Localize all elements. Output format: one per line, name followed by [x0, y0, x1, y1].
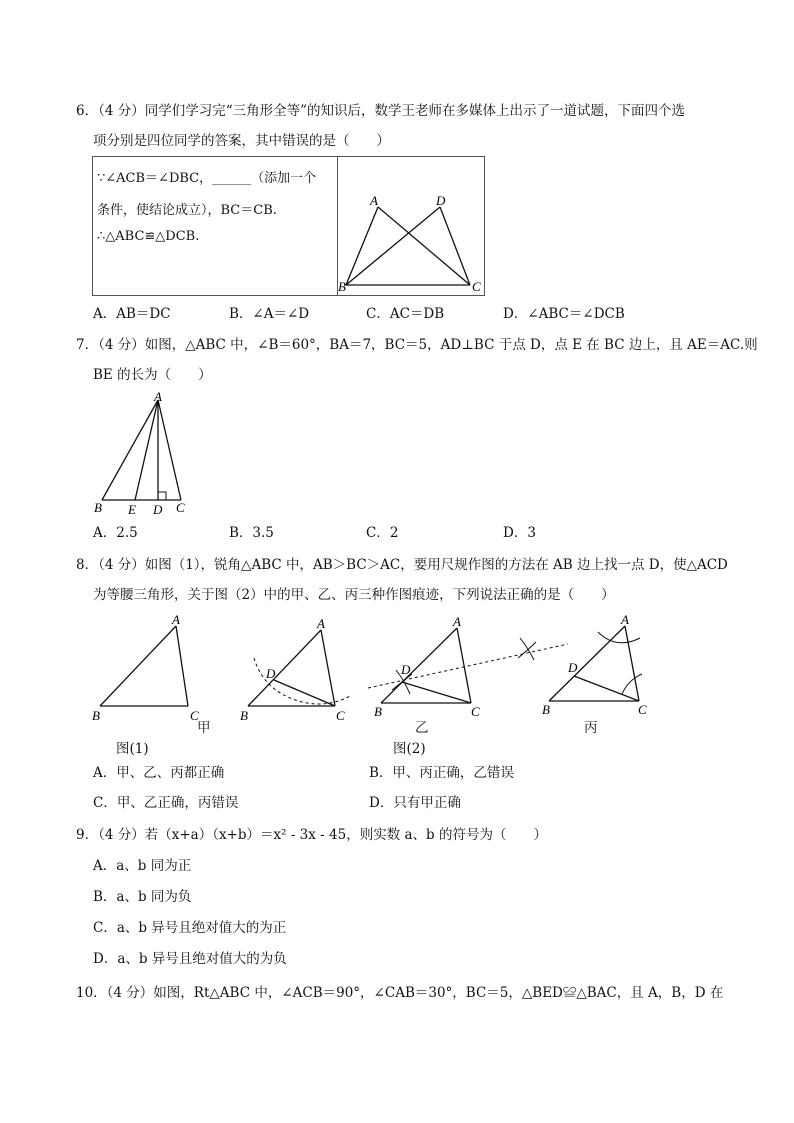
q7-option-a: A．2.5	[93, 525, 138, 541]
q8-caption-2: 图(2)	[393, 741, 426, 757]
q7-option-c: C．2	[366, 525, 399, 541]
q6-option-c: C．AC＝DB	[366, 306, 445, 322]
q8-option-d: D．只有甲正确	[369, 795, 461, 811]
q8-name-yi: 乙	[415, 720, 429, 736]
q8-option-a: A．甲、乙、丙都正确	[93, 765, 225, 781]
q8-f3-label-b: B	[374, 704, 382, 719]
q7-label-b: B	[94, 500, 102, 515]
q6-label-d: D	[436, 193, 446, 208]
q6-option-a: A．AB＝DC	[93, 306, 171, 322]
q6-box-line2: 条件，使结论成立），BC＝CB.	[97, 203, 277, 218]
q8-caption-1: 图(1)	[116, 741, 149, 757]
q7-stem-line1: 7．（4 分）如图，△ABC 中，∠B＝60°，BA＝7，BC＝5，AD⊥BC 于点 D，点 E 在 BC 边上，且 AE＝AC.则	[76, 337, 758, 353]
q6-stem-line1: 6．（4 分）同学们学习完“三角形全等”的知识后，数学王老师在多媒体上出示了一道试题，下面四个选	[76, 103, 686, 119]
q8-stem-line1: 8．（4 分）如图（1），锐角△ABC 中，AB＞BC＞AC，要用尺规作图的方法在 AB 边上找一点 D，使△ACD	[76, 557, 728, 573]
q6-problem-box	[92, 156, 485, 296]
q8-stem-line2: 为等腰三角形，关于图（2）中的甲、乙、丙三种作图痕迹，下列说法正确的是（ ）	[93, 587, 615, 603]
q6-option-d: D．∠ABC＝∠DCB	[503, 306, 625, 322]
q6-figure	[338, 157, 484, 295]
q9-option-a: A．a、b 同为正	[93, 858, 192, 874]
q9-option-d: D．a、b 异号且绝对值大的为负	[93, 951, 287, 967]
q6-box-line3: ∴△ABC≌△DCB.	[97, 229, 200, 244]
q7-label-a: A	[154, 389, 162, 404]
q8-name-jia: 甲	[197, 720, 211, 736]
q8-f2-label-a: A	[317, 616, 325, 631]
q8-figure-1	[92, 612, 199, 723]
q6-label-a: A	[370, 193, 378, 208]
q6-option-b: B．∠A＝∠D	[229, 306, 310, 322]
q8-f3-label-d: D	[401, 662, 411, 677]
q7-stem-line2: BE 的长为（ ）	[93, 367, 212, 383]
q8-option-c: C．甲、乙正确，丙错误	[93, 795, 239, 811]
q8-f4-label-d: D	[568, 660, 578, 675]
q9-option-b: B．a、b 同为负	[93, 889, 192, 905]
q8-f4-label-b: B	[542, 702, 550, 717]
q8-f3-label-a: A	[453, 614, 461, 629]
q9-option-c: C．a、b 异号且绝对值大的为正	[93, 920, 287, 936]
q8-figure-yi	[368, 614, 568, 719]
q8-f2-label-c: C	[336, 708, 345, 723]
q6-label-c: C	[472, 279, 481, 294]
q8-f4-label-c: C	[638, 702, 647, 717]
q7-label-c: C	[176, 500, 185, 515]
q7-label-e: E	[128, 502, 136, 516]
q6-box-line1b: （添加一个	[251, 171, 317, 186]
q8-name-bing: 丙	[584, 720, 598, 736]
q8-f2-label-d: D	[266, 666, 276, 681]
q8-option-b: B．甲、丙正确，乙错误	[369, 765, 514, 781]
q8-figure-bing	[542, 612, 647, 717]
q8-figure-jia	[240, 616, 350, 723]
q7-label-d: D	[153, 502, 163, 516]
q7-option-d: D．3	[503, 525, 536, 541]
q10-stem-line1: 10．（4 分）如图，Rt△ABC 中，∠ACB＝90°，∠CAB＝30°，BC＝5，△BED≌△BAC，且 A，B，D 在	[76, 985, 724, 1001]
q8-f4-label-a: A	[621, 612, 629, 627]
q8-f3-label-c: C	[471, 704, 480, 719]
q7-option-b: B．3.5	[229, 525, 274, 541]
q6-box-line1a: ∵∠ACB＝∠DBC，	[97, 171, 213, 186]
q6-stem-line2: 项分别是四位同学的答案，其中错误的是（ ）	[93, 133, 390, 149]
q8-f1-label-a: A	[172, 612, 180, 627]
q8-f1-label-c: C	[190, 708, 199, 723]
q8-f2-label-b: B	[240, 708, 248, 723]
q6-label-b: B	[338, 279, 346, 294]
q9-stem: 9．（4 分）若（x+a）（x+b）＝x² - 3x - 45，则实数 a、b 的符号为（ ）	[76, 827, 547, 843]
q8-f1-label-b: B	[92, 708, 100, 723]
q7-figure	[88, 388, 198, 516]
q6-box-blank: ______	[212, 171, 252, 186]
